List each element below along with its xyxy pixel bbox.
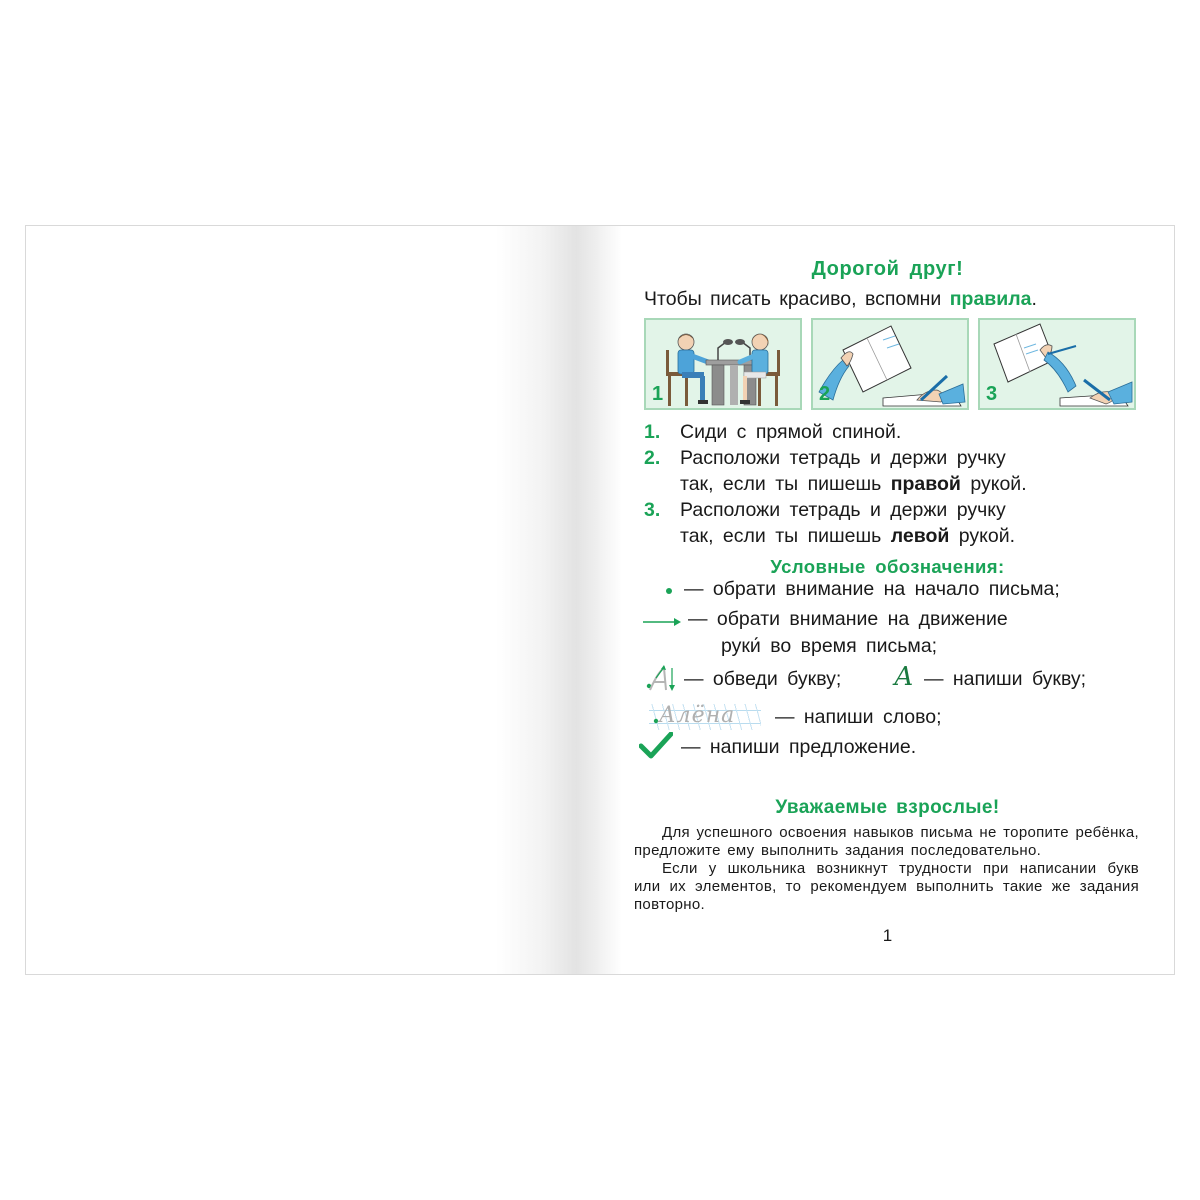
adults-paragraph-2: Если у школьника возникнут трудности при написании букв или их элементов, то рекомендуем выполнить такие же задания повторно. [634,860,1139,913]
legend-dot-text: — обрати внимание на начало письма; [684,578,1060,600]
arrow-right-icon [642,616,682,628]
rules-list [644,419,1027,549]
adults-note [634,824,1139,914]
left-hand-writing-icon [980,320,1134,408]
illustration-sitting [644,318,802,410]
legend-arrow-text: — обрати внимание на движение [688,608,1008,630]
legend-title: Условные обозначения: [770,556,1005,577]
right-page [599,226,1175,974]
letter-glyph-icon: А [894,662,914,692]
intro-highlight: правила [949,288,1032,310]
legend-write-word-text: — напиши слово; [775,706,942,728]
adults-paragraph-1: Для успешного освоения навыков письма не торопите ребёнка, предложите ему выполнить задания последовательно. [634,824,1139,859]
legend-trace [644,668,841,691]
right-hand-writing-icon [813,320,967,408]
illustration-left-hand [978,318,1136,410]
book-spread [25,225,1175,975]
rule-item-1 [644,419,1027,445]
legend-write-letter [894,662,1087,692]
illustrations-row [644,318,1144,410]
rule-text-end: рукой. [960,473,1027,495]
legend-write-sentence-text: — напиши предложение. [681,736,917,758]
rule-number: 3. [644,499,661,521]
rule-bold-word: левой [890,525,950,547]
illustration-number: 1 [652,383,664,405]
rule-text: Сиди с прямой спиной. [680,421,902,443]
start-dot-icon [664,586,674,596]
rule-number: 2. [644,447,661,469]
rule-text: Расположи тетрадь и держи ручку [680,499,1006,521]
intro-prefix: Чтобы писать красиво, вспомни [644,288,950,310]
legend-arrow [642,608,1008,631]
adults-title: Уважаемые взрослые! [775,797,1000,818]
rule-item-2 [644,445,1027,497]
word-sample: Алёна [659,703,736,728]
intro-sentence [644,288,1037,311]
legend-write-sentence [639,736,916,759]
rule-item-3 [644,497,1027,549]
rule-text-line2: так, если ты пишешь [680,473,891,495]
legend-arrow-line2: руки́ во время письма; [721,635,938,657]
illustration-number: 2 [819,383,831,405]
rule-text-end: рукой. [949,525,1016,547]
illustration-number: 3 [986,383,998,405]
legend-dot [664,578,1060,601]
ruled-word-box [649,704,761,730]
checkmark-icon [639,732,673,760]
rule-text-line2: так, если ты пишешь [680,525,891,547]
sitting-pupils-icon [646,320,800,408]
page-number: 1 [882,926,893,945]
intro-suffix: . [1031,288,1037,310]
legend-trace-text: — обведи букву; [684,668,842,690]
rule-bold-word: правой [890,473,961,495]
legend-write-letter-text: — напиши букву; [924,668,1087,690]
trace-letter-icon [644,664,680,694]
rule-text: Расположи тетрадь и держи ручку [680,447,1006,469]
legend-write-word [649,703,942,729]
rule-number: 1. [644,421,661,443]
page-title: Дорогой друг! [811,258,964,280]
left-page-blank [26,226,599,974]
illustration-right-hand [811,318,969,410]
